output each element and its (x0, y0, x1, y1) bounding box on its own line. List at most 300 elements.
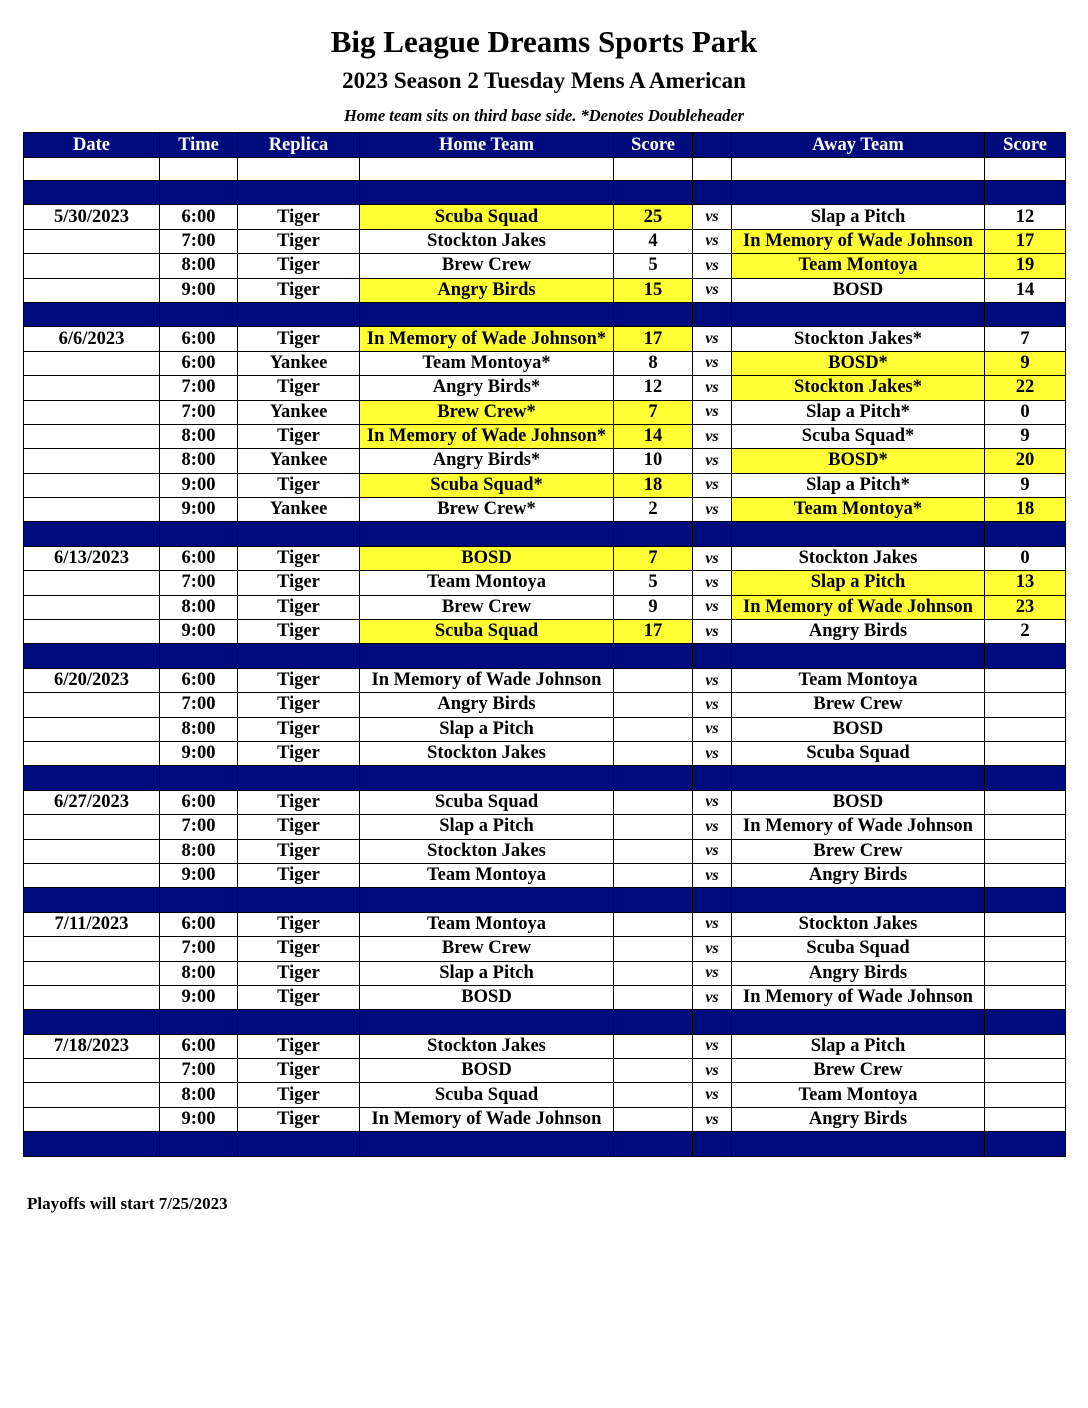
replica-cell: Tiger (238, 1083, 360, 1107)
week-separator-cell (24, 766, 160, 790)
vs-cell: vs (693, 912, 732, 936)
home-team-cell: Team Montoya (360, 863, 614, 887)
game-row (24, 278, 1066, 302)
home-score-cell: 12 (614, 376, 693, 400)
week-separator-cell (985, 644, 1066, 668)
home-score-cell (614, 961, 693, 985)
away-team-cell: Stockton Jakes* (732, 376, 985, 400)
time-cell: 9:00 (160, 473, 238, 497)
home-score-cell (614, 839, 693, 863)
away-score-cell: 0 (985, 546, 1066, 570)
vs-cell: vs (693, 571, 732, 595)
week-separator-cell (160, 522, 238, 546)
away-score-cell (985, 790, 1066, 814)
home-team-cell: BOSD (360, 1059, 614, 1083)
week-separator-cell (614, 181, 693, 205)
playoffs-note: Playoffs will start 7/25/2023 (27, 1194, 228, 1213)
replica-cell: Tiger (238, 717, 360, 741)
week-separator (24, 181, 1066, 205)
away-score-cell (985, 1107, 1066, 1131)
home-score-cell (614, 693, 693, 717)
time-cell: 9:00 (160, 863, 238, 887)
week-separator-cell (360, 1132, 614, 1156)
vs-cell: vs (693, 961, 732, 985)
vs-cell: vs (693, 424, 732, 448)
home-team-cell: Brew Crew (360, 595, 614, 619)
date-cell (24, 595, 160, 619)
week-separator-cell (693, 644, 732, 668)
home-score-cell (614, 815, 693, 839)
game-row (24, 717, 1066, 741)
vs-cell: vs (693, 205, 732, 229)
week-separator-cell (24, 522, 160, 546)
home-team-cell: In Memory of Wade Johnson* (360, 424, 614, 448)
week-separator-cell (614, 1132, 693, 1156)
week-separator-cell (360, 888, 614, 912)
week-separator-cell (614, 766, 693, 790)
week-separator-cell (360, 644, 614, 668)
date-cell: 6/6/2023 (24, 327, 160, 351)
date-cell (24, 717, 160, 741)
home-team-cell: Angry Birds* (360, 376, 614, 400)
date-cell (24, 1107, 160, 1131)
replica-cell: Tiger (238, 571, 360, 595)
game-row (24, 937, 1066, 961)
vs-cell: vs (693, 1107, 732, 1131)
week-separator-cell (985, 766, 1066, 790)
time-cell: 7:00 (160, 937, 238, 961)
week-separator-cell (985, 888, 1066, 912)
replica-cell: Tiger (238, 693, 360, 717)
away-team-cell: BOSD* (732, 449, 985, 473)
game-row (24, 400, 1066, 424)
column-header-time: Time (160, 133, 238, 158)
home-team-cell: Brew Crew* (360, 400, 614, 424)
vs-cell: vs (693, 400, 732, 424)
vs-cell: vs (693, 498, 732, 522)
away-team-cell: Team Montoya* (732, 498, 985, 522)
game-row (24, 376, 1066, 400)
week-separator-cell (985, 181, 1066, 205)
time-cell: 8:00 (160, 449, 238, 473)
week-separator-cell (732, 888, 985, 912)
time-cell: 7:00 (160, 571, 238, 595)
column-header-replica: Replica (238, 133, 360, 158)
home-team-cell: Angry Birds (360, 693, 614, 717)
away-score-cell: 23 (985, 595, 1066, 619)
column-header-home-score: Score (614, 133, 693, 158)
week-separator-cell (614, 644, 693, 668)
home-team-cell: Scuba Squad (360, 205, 614, 229)
replica-cell: Tiger (238, 278, 360, 302)
replica-cell: Tiger (238, 815, 360, 839)
replica-cell: Tiger (238, 1034, 360, 1058)
date-cell (24, 376, 160, 400)
time-cell: 8:00 (160, 961, 238, 985)
replica-cell: Yankee (238, 498, 360, 522)
away-score-cell (985, 741, 1066, 765)
replica-cell: Tiger (238, 595, 360, 619)
away-score-cell: 17 (985, 229, 1066, 253)
game-row (24, 1107, 1066, 1131)
away-team-cell: BOSD* (732, 351, 985, 375)
time-cell: 6:00 (160, 546, 238, 570)
game-row (24, 473, 1066, 497)
week-separator-cell (238, 888, 360, 912)
replica-cell: Tiger (238, 424, 360, 448)
date-cell (24, 693, 160, 717)
game-row (24, 327, 1066, 351)
away-score-cell (985, 717, 1066, 741)
week-separator-cell (693, 1132, 732, 1156)
blank-row-cell (360, 158, 614, 181)
replica-cell: Tiger (238, 376, 360, 400)
blank-row (24, 158, 1066, 181)
date-cell (24, 571, 160, 595)
date-cell (24, 400, 160, 424)
week-separator-cell (985, 302, 1066, 326)
date-cell (24, 351, 160, 375)
home-team-cell: Angry Birds* (360, 449, 614, 473)
home-score-cell: 10 (614, 449, 693, 473)
replica-cell: Tiger (238, 961, 360, 985)
away-score-cell (985, 1034, 1066, 1058)
vs-cell: vs (693, 351, 732, 375)
date-cell (24, 620, 160, 644)
home-team-cell: In Memory of Wade Johnson* (360, 327, 614, 351)
vs-cell: vs (693, 376, 732, 400)
away-team-cell: In Memory of Wade Johnson (732, 229, 985, 253)
time-cell: 8:00 (160, 254, 238, 278)
week-separator-cell (693, 888, 732, 912)
away-team-cell: In Memory of Wade Johnson (732, 815, 985, 839)
away-score-cell (985, 863, 1066, 887)
blank-row-cell (693, 158, 732, 181)
replica-cell: Yankee (238, 351, 360, 375)
blank-row-cell (24, 158, 160, 181)
week-separator-cell (160, 888, 238, 912)
home-score-cell (614, 741, 693, 765)
vs-cell: vs (693, 473, 732, 497)
home-team-cell: Scuba Squad (360, 1083, 614, 1107)
vs-cell: vs (693, 790, 732, 814)
game-row (24, 839, 1066, 863)
replica-cell: Tiger (238, 473, 360, 497)
replica-cell: Tiger (238, 668, 360, 692)
time-cell: 8:00 (160, 1083, 238, 1107)
home-score-cell: 8 (614, 351, 693, 375)
time-cell: 7:00 (160, 376, 238, 400)
week-separator-cell (24, 644, 160, 668)
date-cell (24, 815, 160, 839)
away-score-cell (985, 693, 1066, 717)
game-row (24, 912, 1066, 936)
game-row (24, 668, 1066, 692)
week-separator-cell (238, 522, 360, 546)
game-row (24, 595, 1066, 619)
away-score-cell (985, 668, 1066, 692)
time-cell: 7:00 (160, 1059, 238, 1083)
column-header-away-team: Away Team (732, 133, 985, 158)
home-team-cell: Stockton Jakes (360, 1034, 614, 1058)
vs-cell: vs (693, 546, 732, 570)
week-separator-cell (160, 302, 238, 326)
week-separator-cell (360, 181, 614, 205)
week-separator-cell (360, 1010, 614, 1034)
game-row (24, 424, 1066, 448)
home-team-cell: Slap a Pitch (360, 815, 614, 839)
home-score-cell (614, 1059, 693, 1083)
time-cell: 8:00 (160, 424, 238, 448)
week-separator-cell (693, 302, 732, 326)
away-score-cell (985, 1083, 1066, 1107)
week-separator-cell (360, 522, 614, 546)
game-row (24, 1059, 1066, 1083)
date-cell: 7/18/2023 (24, 1034, 160, 1058)
week-separator-cell (160, 1132, 238, 1156)
away-score-cell (985, 937, 1066, 961)
away-score-cell: 0 (985, 400, 1066, 424)
away-team-cell: Brew Crew (732, 839, 985, 863)
away-score-cell: 9 (985, 424, 1066, 448)
home-score-cell (614, 985, 693, 1009)
game-row (24, 741, 1066, 765)
away-score-cell (985, 912, 1066, 936)
home-score-cell (614, 790, 693, 814)
week-separator-cell (160, 644, 238, 668)
date-cell (24, 937, 160, 961)
date-cell (24, 424, 160, 448)
away-team-cell: Team Montoya (732, 1083, 985, 1107)
away-team-cell: Team Montoya (732, 254, 985, 278)
date-cell (24, 741, 160, 765)
time-cell: 6:00 (160, 327, 238, 351)
time-cell: 8:00 (160, 839, 238, 863)
away-team-cell: Angry Birds (732, 1107, 985, 1131)
schedule-note: Home team sits on third base side. *Denotes Doubleheader (343, 106, 745, 125)
home-score-cell (614, 1107, 693, 1131)
blank-row-cell (160, 158, 238, 181)
away-score-cell (985, 815, 1066, 839)
date-cell (24, 839, 160, 863)
home-score-cell (614, 937, 693, 961)
away-team-cell: Angry Birds (732, 620, 985, 644)
date-cell (24, 863, 160, 887)
blank-row-cell (985, 158, 1066, 181)
week-separator-cell (160, 181, 238, 205)
home-team-cell: Stockton Jakes (360, 741, 614, 765)
replica-cell: Tiger (238, 863, 360, 887)
time-cell: 7:00 (160, 400, 238, 424)
blank-row-cell (614, 158, 693, 181)
time-cell: 8:00 (160, 595, 238, 619)
game-row (24, 815, 1066, 839)
week-separator (24, 766, 1066, 790)
vs-cell: vs (693, 1034, 732, 1058)
week-separator-cell (732, 1132, 985, 1156)
time-cell: 9:00 (160, 741, 238, 765)
home-score-cell (614, 1034, 693, 1058)
away-team-cell: BOSD (732, 278, 985, 302)
home-score-cell: 4 (614, 229, 693, 253)
away-score-cell: 18 (985, 498, 1066, 522)
away-team-cell: Slap a Pitch (732, 571, 985, 595)
away-team-cell: BOSD (732, 717, 985, 741)
vs-cell: vs (693, 668, 732, 692)
replica-cell: Tiger (238, 839, 360, 863)
replica-cell: Yankee (238, 400, 360, 424)
vs-cell: vs (693, 1083, 732, 1107)
away-team-cell: Slap a Pitch* (732, 400, 985, 424)
game-row (24, 229, 1066, 253)
away-team-cell: Slap a Pitch (732, 1034, 985, 1058)
date-cell: 5/30/2023 (24, 205, 160, 229)
week-separator-cell (614, 888, 693, 912)
replica-cell: Tiger (238, 985, 360, 1009)
away-score-cell: 19 (985, 254, 1066, 278)
header-row (24, 133, 1066, 158)
away-team-cell: Scuba Squad (732, 741, 985, 765)
week-separator-cell (238, 1132, 360, 1156)
date-cell (24, 1059, 160, 1083)
week-separator-cell (24, 302, 160, 326)
home-team-cell: Team Montoya (360, 912, 614, 936)
game-row (24, 985, 1066, 1009)
replica-cell: Tiger (238, 1107, 360, 1131)
week-separator-cell (360, 766, 614, 790)
week-separator-cell (985, 1010, 1066, 1034)
away-score-cell: 14 (985, 278, 1066, 302)
season-subtitle: 2023 Season 2 Tuesday Mens A American (342, 68, 746, 93)
time-cell: 9:00 (160, 985, 238, 1009)
vs-cell: vs (693, 937, 732, 961)
time-cell: 6:00 (160, 912, 238, 936)
game-row (24, 1034, 1066, 1058)
time-cell: 9:00 (160, 498, 238, 522)
away-team-cell: Angry Birds (732, 961, 985, 985)
replica-cell: Tiger (238, 790, 360, 814)
home-score-cell: 14 (614, 424, 693, 448)
week-separator-cell (24, 888, 160, 912)
home-score-cell: 5 (614, 254, 693, 278)
time-cell: 7:00 (160, 815, 238, 839)
game-row (24, 571, 1066, 595)
home-score-cell: 2 (614, 498, 693, 522)
time-cell: 6:00 (160, 205, 238, 229)
away-team-cell: Scuba Squad* (732, 424, 985, 448)
date-cell: 6/20/2023 (24, 668, 160, 692)
week-separator-cell (693, 181, 732, 205)
away-team-cell: Scuba Squad (732, 937, 985, 961)
home-team-cell: Stockton Jakes (360, 839, 614, 863)
game-row (24, 790, 1066, 814)
away-team-cell: In Memory of Wade Johnson (732, 595, 985, 619)
replica-cell: Yankee (238, 449, 360, 473)
date-cell (24, 498, 160, 522)
game-row (24, 1083, 1066, 1107)
replica-cell: Tiger (238, 741, 360, 765)
home-score-cell: 17 (614, 327, 693, 351)
away-score-cell (985, 1059, 1066, 1083)
home-team-cell: Brew Crew* (360, 498, 614, 522)
home-team-cell: Brew Crew (360, 254, 614, 278)
home-team-cell: Team Montoya (360, 571, 614, 595)
game-row (24, 546, 1066, 570)
away-team-cell: Slap a Pitch* (732, 473, 985, 497)
week-separator-cell (24, 1010, 160, 1034)
date-cell: 7/11/2023 (24, 912, 160, 936)
week-separator-cell (238, 644, 360, 668)
away-team-cell: Brew Crew (732, 693, 985, 717)
week-separator-cell (614, 522, 693, 546)
vs-cell: vs (693, 620, 732, 644)
replica-cell: Tiger (238, 1059, 360, 1083)
home-team-cell: Scuba Squad* (360, 473, 614, 497)
week-separator-cell (732, 766, 985, 790)
week-separator-cell (160, 766, 238, 790)
vs-cell: vs (693, 985, 732, 1009)
week-separator (24, 302, 1066, 326)
blank-row-cell (238, 158, 360, 181)
week-separator-cell (693, 1010, 732, 1034)
home-score-cell: 25 (614, 205, 693, 229)
game-row (24, 254, 1066, 278)
home-team-cell: In Memory of Wade Johnson (360, 668, 614, 692)
vs-cell: vs (693, 717, 732, 741)
column-header-date: Date (24, 133, 160, 158)
week-separator-cell (732, 644, 985, 668)
week-separator-cell (160, 1010, 238, 1034)
game-row (24, 205, 1066, 229)
week-separator (24, 1132, 1066, 1156)
date-cell (24, 254, 160, 278)
date-cell (24, 961, 160, 985)
home-score-cell: 7 (614, 546, 693, 570)
vs-cell: vs (693, 327, 732, 351)
away-score-cell: 12 (985, 205, 1066, 229)
week-separator-cell (732, 181, 985, 205)
date-cell: 6/27/2023 (24, 790, 160, 814)
home-score-cell (614, 1083, 693, 1107)
vs-cell: vs (693, 815, 732, 839)
date-cell (24, 1083, 160, 1107)
away-team-cell: Slap a Pitch (732, 205, 985, 229)
week-separator-cell (360, 302, 614, 326)
game-row (24, 351, 1066, 375)
time-cell: 6:00 (160, 351, 238, 375)
away-team-cell: BOSD (732, 790, 985, 814)
away-team-cell: Brew Crew (732, 1059, 985, 1083)
date-cell (24, 473, 160, 497)
replica-cell: Tiger (238, 254, 360, 278)
week-separator-cell (24, 181, 160, 205)
time-cell: 7:00 (160, 229, 238, 253)
vs-cell: vs (693, 254, 732, 278)
home-score-cell (614, 717, 693, 741)
away-score-cell: 2 (985, 620, 1066, 644)
week-separator-cell (24, 1132, 160, 1156)
home-team-cell: BOSD (360, 985, 614, 1009)
week-separator (24, 888, 1066, 912)
time-cell: 6:00 (160, 1034, 238, 1058)
away-team-cell: In Memory of Wade Johnson (732, 985, 985, 1009)
home-score-cell (614, 668, 693, 692)
game-row (24, 449, 1066, 473)
date-cell (24, 985, 160, 1009)
away-team-cell: Team Montoya (732, 668, 985, 692)
replica-cell: Tiger (238, 912, 360, 936)
home-score-cell: 18 (614, 473, 693, 497)
